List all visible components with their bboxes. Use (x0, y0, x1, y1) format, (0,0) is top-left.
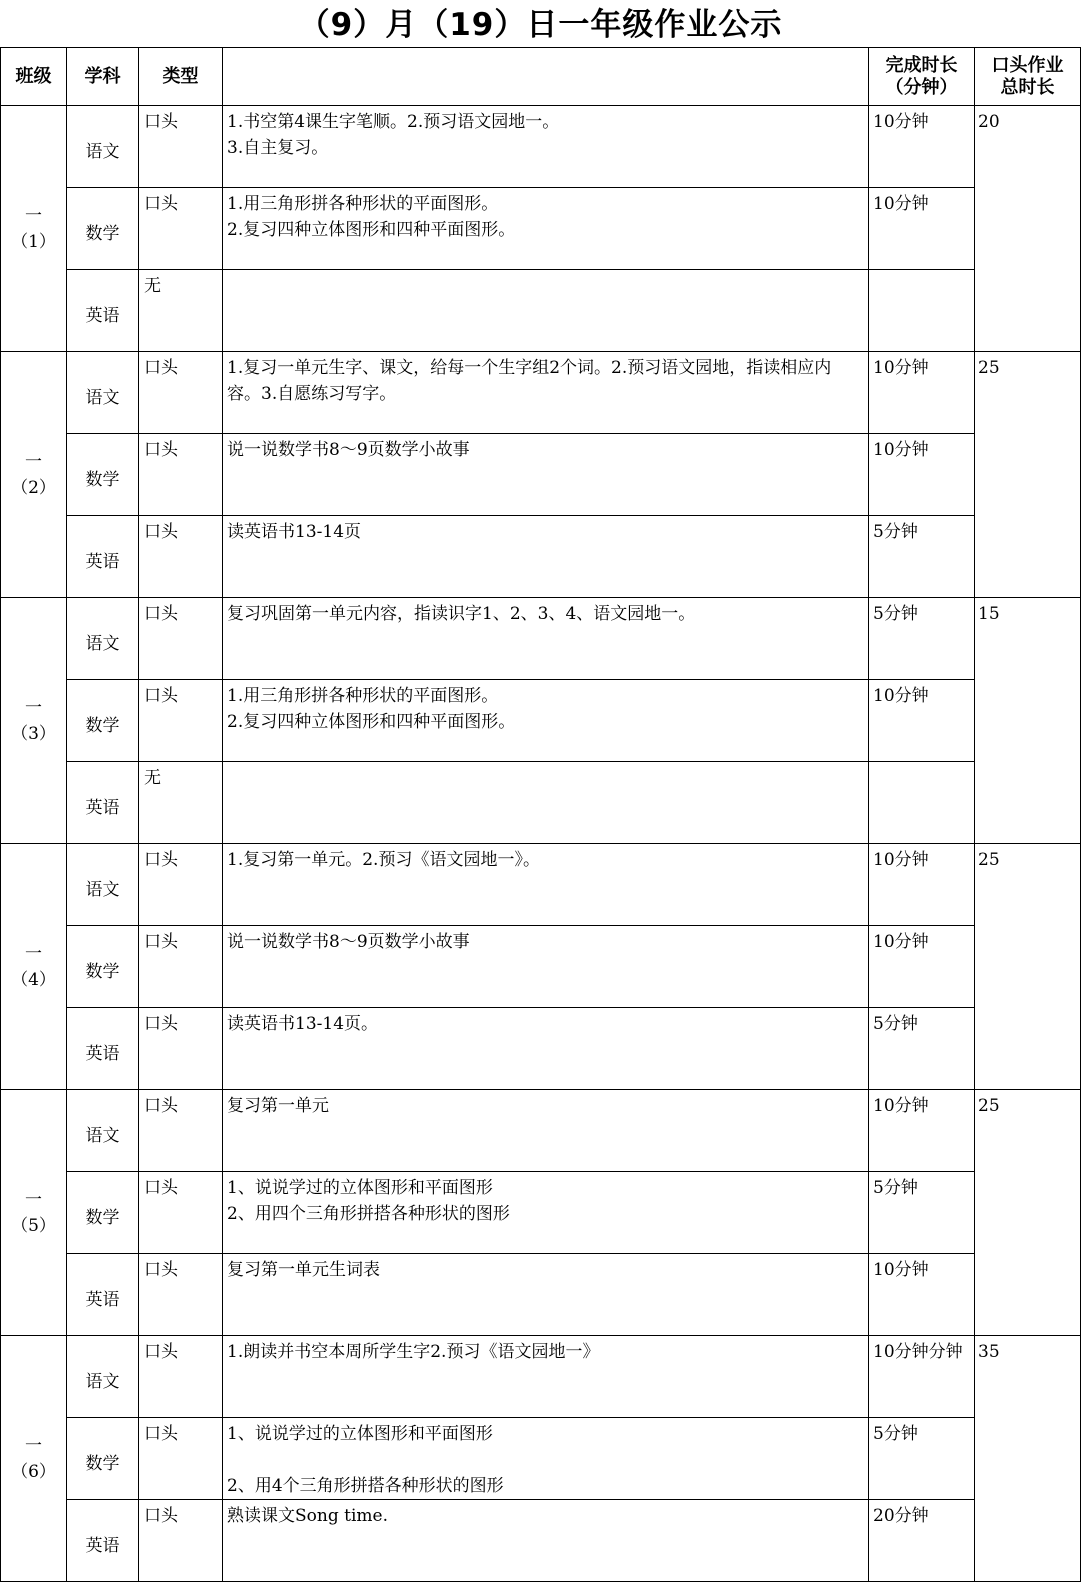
oral-total-cell: 35 (975, 1336, 1081, 1582)
time-cell: 10分钟 (869, 352, 975, 434)
class-cell: 一 （2） (1, 352, 67, 598)
subject-cell: 数学 (67, 188, 139, 270)
oral-total-cell: 25 (975, 352, 1081, 598)
subject-cell: 数学 (67, 1418, 139, 1500)
table-row (1, 598, 1081, 680)
content-cell: 熟读课文Song time. (223, 1500, 869, 1582)
header-subject: 学科 (67, 48, 139, 106)
content-cell: 读英语书13-14页。 (223, 1008, 869, 1090)
subject-cell: 英语 (67, 1254, 139, 1336)
time-cell: 10分钟 (869, 1090, 975, 1172)
type-cell: 口头 (139, 1172, 223, 1254)
header-total: 口头作业 总时长 (975, 48, 1081, 106)
content-cell (223, 762, 869, 844)
type-cell: 口头 (139, 844, 223, 926)
subject-cell: 英语 (67, 270, 139, 352)
table-row (1, 188, 1081, 270)
header-type: 类型 (139, 48, 223, 106)
content-cell: 1.用三角形拼各种形状的平面图形。 2.复习四种立体图形和四种平面图形。 (223, 680, 869, 762)
time-cell: 10分钟 (869, 106, 975, 188)
type-cell: 口头 (139, 1090, 223, 1172)
subject-cell: 数学 (67, 926, 139, 1008)
time-cell: 5分钟 (869, 1172, 975, 1254)
type-cell: 口头 (139, 926, 223, 1008)
content-cell (223, 270, 869, 352)
subject-cell: 语文 (67, 106, 139, 188)
type-cell: 口头 (139, 1336, 223, 1418)
table-row (1, 1172, 1081, 1254)
table-row (1, 1336, 1081, 1418)
class-cell: 一 （1） (1, 106, 67, 352)
table-row (1, 680, 1081, 762)
type-cell: 口头 (139, 1418, 223, 1500)
table-row (1, 1008, 1081, 1090)
type-cell: 口头 (139, 1254, 223, 1336)
time-cell: 5分钟 (869, 598, 975, 680)
homework-table (0, 47, 1081, 1582)
table-row (1, 926, 1081, 1008)
content-cell: 说一说数学书8～9页数学小故事 (223, 434, 869, 516)
content-cell: 1.朗读并书空本周所学生字2.预习《语文园地一》 (223, 1336, 869, 1418)
page-title: （9）月（19）日一年级作业公示 (298, 7, 783, 43)
content-cell: 说一说数学书8～9页数学小故事 (223, 926, 869, 1008)
type-cell: 口头 (139, 188, 223, 270)
content-cell: 复习第一单元生词表 (223, 1254, 869, 1336)
subject-cell: 语文 (67, 1336, 139, 1418)
time-cell (869, 270, 975, 352)
table-row (1, 352, 1081, 434)
class-cell: 一 （4） (1, 844, 67, 1090)
header-content (223, 48, 869, 106)
table-row (1, 1500, 1081, 1582)
subject-cell: 英语 (67, 762, 139, 844)
table-row (1, 516, 1081, 598)
content-cell: 读英语书13-14页 (223, 516, 869, 598)
subject-cell: 数学 (67, 680, 139, 762)
time-cell: 5分钟 (869, 1008, 975, 1090)
time-cell: 20分钟 (869, 1500, 975, 1582)
time-cell: 10分钟 (869, 1254, 975, 1336)
type-cell: 口头 (139, 352, 223, 434)
subject-cell: 英语 (67, 1008, 139, 1090)
header-time: 完成时长 （分钟） (869, 48, 975, 106)
time-cell: 5分钟 (869, 1418, 975, 1500)
class-cell: 一 （5） (1, 1090, 67, 1336)
content-cell: 1.用三角形拼各种形状的平面图形。 2.复习四种立体图形和四种平面图形。 (223, 188, 869, 270)
type-cell: 口头 (139, 598, 223, 680)
subject-cell: 数学 (67, 1172, 139, 1254)
table-row (1, 270, 1081, 352)
type-cell: 口头 (139, 516, 223, 598)
class-cell: 一 （3） (1, 598, 67, 844)
content-cell: 1.书空第4课生字笔顺。2.预习语文园地一。 3.自主复习。 (223, 106, 869, 188)
type-cell: 无 (139, 270, 223, 352)
subject-cell: 英语 (67, 516, 139, 598)
subject-cell: 语文 (67, 844, 139, 926)
class-cell: 一 （6） (1, 1336, 67, 1582)
time-cell: 5分钟 (869, 516, 975, 598)
subject-cell: 数学 (67, 434, 139, 516)
type-cell: 口头 (139, 1500, 223, 1582)
table-row (1, 844, 1081, 926)
table-row (1, 1090, 1081, 1172)
table-row (1, 762, 1081, 844)
subject-cell: 英语 (67, 1500, 139, 1582)
table-row (1, 1254, 1081, 1336)
header-row (1, 48, 1081, 106)
content-cell: 1.复习一单元生字、课文，给每一个生字组2个词。2.预习语文园地，指读相应内容。3.自愿练习写字。 (223, 352, 869, 434)
table-row (1, 106, 1081, 188)
content-cell: 复习第一单元 (223, 1090, 869, 1172)
time-cell (869, 762, 975, 844)
content-cell: 1.复习第一单元。2.预习《语文园地一》。 (223, 844, 869, 926)
oral-total-cell: 25 (975, 1090, 1081, 1336)
time-cell: 10分钟 (869, 188, 975, 270)
content-cell: 1、说说学过的立体图形和平面图形 2、用四个三角形拼搭各种形状的图形 (223, 1172, 869, 1254)
time-cell: 10分钟分钟 (869, 1336, 975, 1418)
content-cell: 1、说说学过的立体图形和平面图形 2、用4个三角形拼搭各种形状的图形 (223, 1418, 869, 1500)
subject-cell: 语文 (67, 598, 139, 680)
type-cell: 口头 (139, 434, 223, 516)
type-cell: 口头 (139, 680, 223, 762)
table-row (1, 1418, 1081, 1500)
time-cell: 10分钟 (869, 434, 975, 516)
type-cell: 口头 (139, 1008, 223, 1090)
oral-total-cell: 20 (975, 106, 1081, 352)
time-cell: 10分钟 (869, 926, 975, 1008)
table-row (1, 434, 1081, 516)
type-cell: 口头 (139, 106, 223, 188)
time-cell: 10分钟 (869, 844, 975, 926)
header-class: 班级 (1, 48, 67, 106)
time-cell: 10分钟 (869, 680, 975, 762)
oral-total-cell: 25 (975, 844, 1081, 1090)
subject-cell: 语文 (67, 1090, 139, 1172)
content-cell: 复习巩固第一单元内容，指读识字1、2、3、4、语文园地一。 (223, 598, 869, 680)
type-cell: 无 (139, 762, 223, 844)
oral-total-cell: 15 (975, 598, 1081, 844)
subject-cell: 语文 (67, 352, 139, 434)
